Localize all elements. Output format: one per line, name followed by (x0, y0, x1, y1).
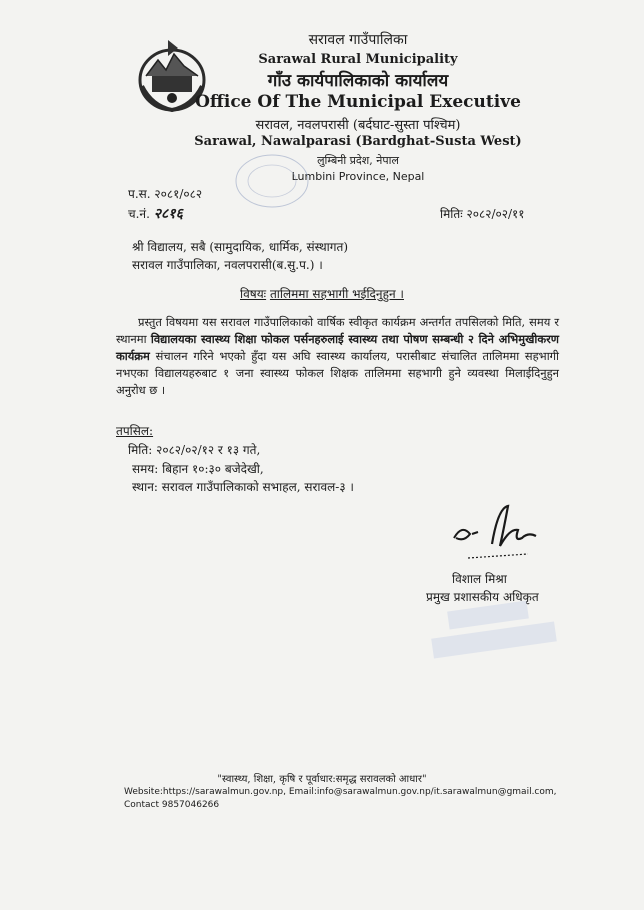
address-np: सरावल, नवलपरासी (बर्दघाट-सुस्ता पश्चिम) (255, 118, 461, 133)
details-venue: स्थान: सरावल गाउँपालिकाको सभाहल, सरावल-३ । (132, 480, 354, 494)
letter-date (440, 205, 525, 222)
subject-line (0, 285, 644, 302)
ps-value: २०८१/०८२ (154, 187, 203, 201)
cn-line (128, 204, 183, 223)
signatory-name: विशाल मिश्रा (452, 572, 507, 586)
recipient-line-1: श्री विद्यालय, सबै (सामुदायिक, धार्मिक, संस्थागत) (132, 240, 349, 254)
office-name-en: Office Of The Municipal Executive (195, 92, 521, 112)
details-date: मिति: २०८२/०२/१२ र १३ गते, (128, 443, 261, 457)
handwritten-signature-icon (448, 498, 548, 570)
subject-text: तालिममा सहभागी भईदिनुहुन । (269, 287, 404, 301)
cn-label: च.नं. (128, 207, 150, 221)
address-en: Sarawal, Nawalparasi (Bardghat-Susta West) (194, 134, 522, 149)
official-stamp-icon (416, 600, 566, 664)
province-np: लुम्बिनी प्रदेश, नेपाल (317, 154, 399, 167)
registry-stamp-icon (232, 150, 312, 212)
body-bold-program: विद्यालयका स्वास्थ्य शिक्षा फोकल पर्सनहरुलाई स्वास्थ्य तथा पोषण सम्बन्धी २ दिने अभिमुखीकरण कार्यक्रम (116, 332, 560, 363)
signatory-title: प्रमुख प्रशासकीय अधिकृत (426, 590, 539, 604)
municipality-name-en: Sarawal Rural Municipality (258, 52, 458, 67)
footer-contact-line-2: Contact 9857046266 (124, 800, 220, 810)
footer-slogan: "स्वास्थ्य, शिक्षा, कृषि र पूर्वाधार:समृद्ध सरावलको आधार" (217, 774, 427, 785)
letter-body (116, 314, 559, 399)
municipality-name-np: सरावल गाउँपालिका (308, 32, 408, 48)
recipient-line-2: सरावल गाउँपालिका, नवलपरासी(ब.सु.प.) । (132, 258, 323, 272)
body-part-2: संचालन गरिने भएको हुँदा यस अघि स्वास्थ्य कार्यालय, परासीबाट संचालित तालिममा सहभागी नभएका विद्यालयहरुबाट १ जना स्वास्थ्य फोकल शिक्षक तालिममा सहभागी हुने व्यवस्था मिलाईदिनुहुन अनुरोध छ । (116, 349, 560, 397)
subject-label: विषयः (240, 287, 267, 301)
footer-contact-line-1: Website:https://sarawalmun.gov.np, Email:info@sarawalmun.gov.np/it.sarawalmun@gmail.com, (124, 787, 557, 797)
details-time: समय: बिहान १०:३० बजेदेखी, (132, 462, 264, 476)
date-value: २०८२/०२/११ (466, 207, 525, 221)
body-part-1: प्रस्तुत विषयमा यस सरावल गाउँपालिकाको वार्षिक स्वीकृत कार्यक्रम अन्तर्गत तपसिलको मिति, समय र स्थानमा (116, 315, 559, 346)
details-label: तपसिल: (116, 424, 154, 438)
ps-label: प.स. (128, 187, 151, 201)
body-paragraph (116, 314, 559, 399)
ps-line (128, 185, 202, 202)
province-en: Lumbini Province, Nepal (291, 170, 425, 183)
date-label: मितिः (440, 207, 463, 221)
office-name-np: गाँउ कार्यपालिकाको कार्यालय (267, 71, 449, 91)
cn-value: २८१६ (153, 206, 183, 222)
